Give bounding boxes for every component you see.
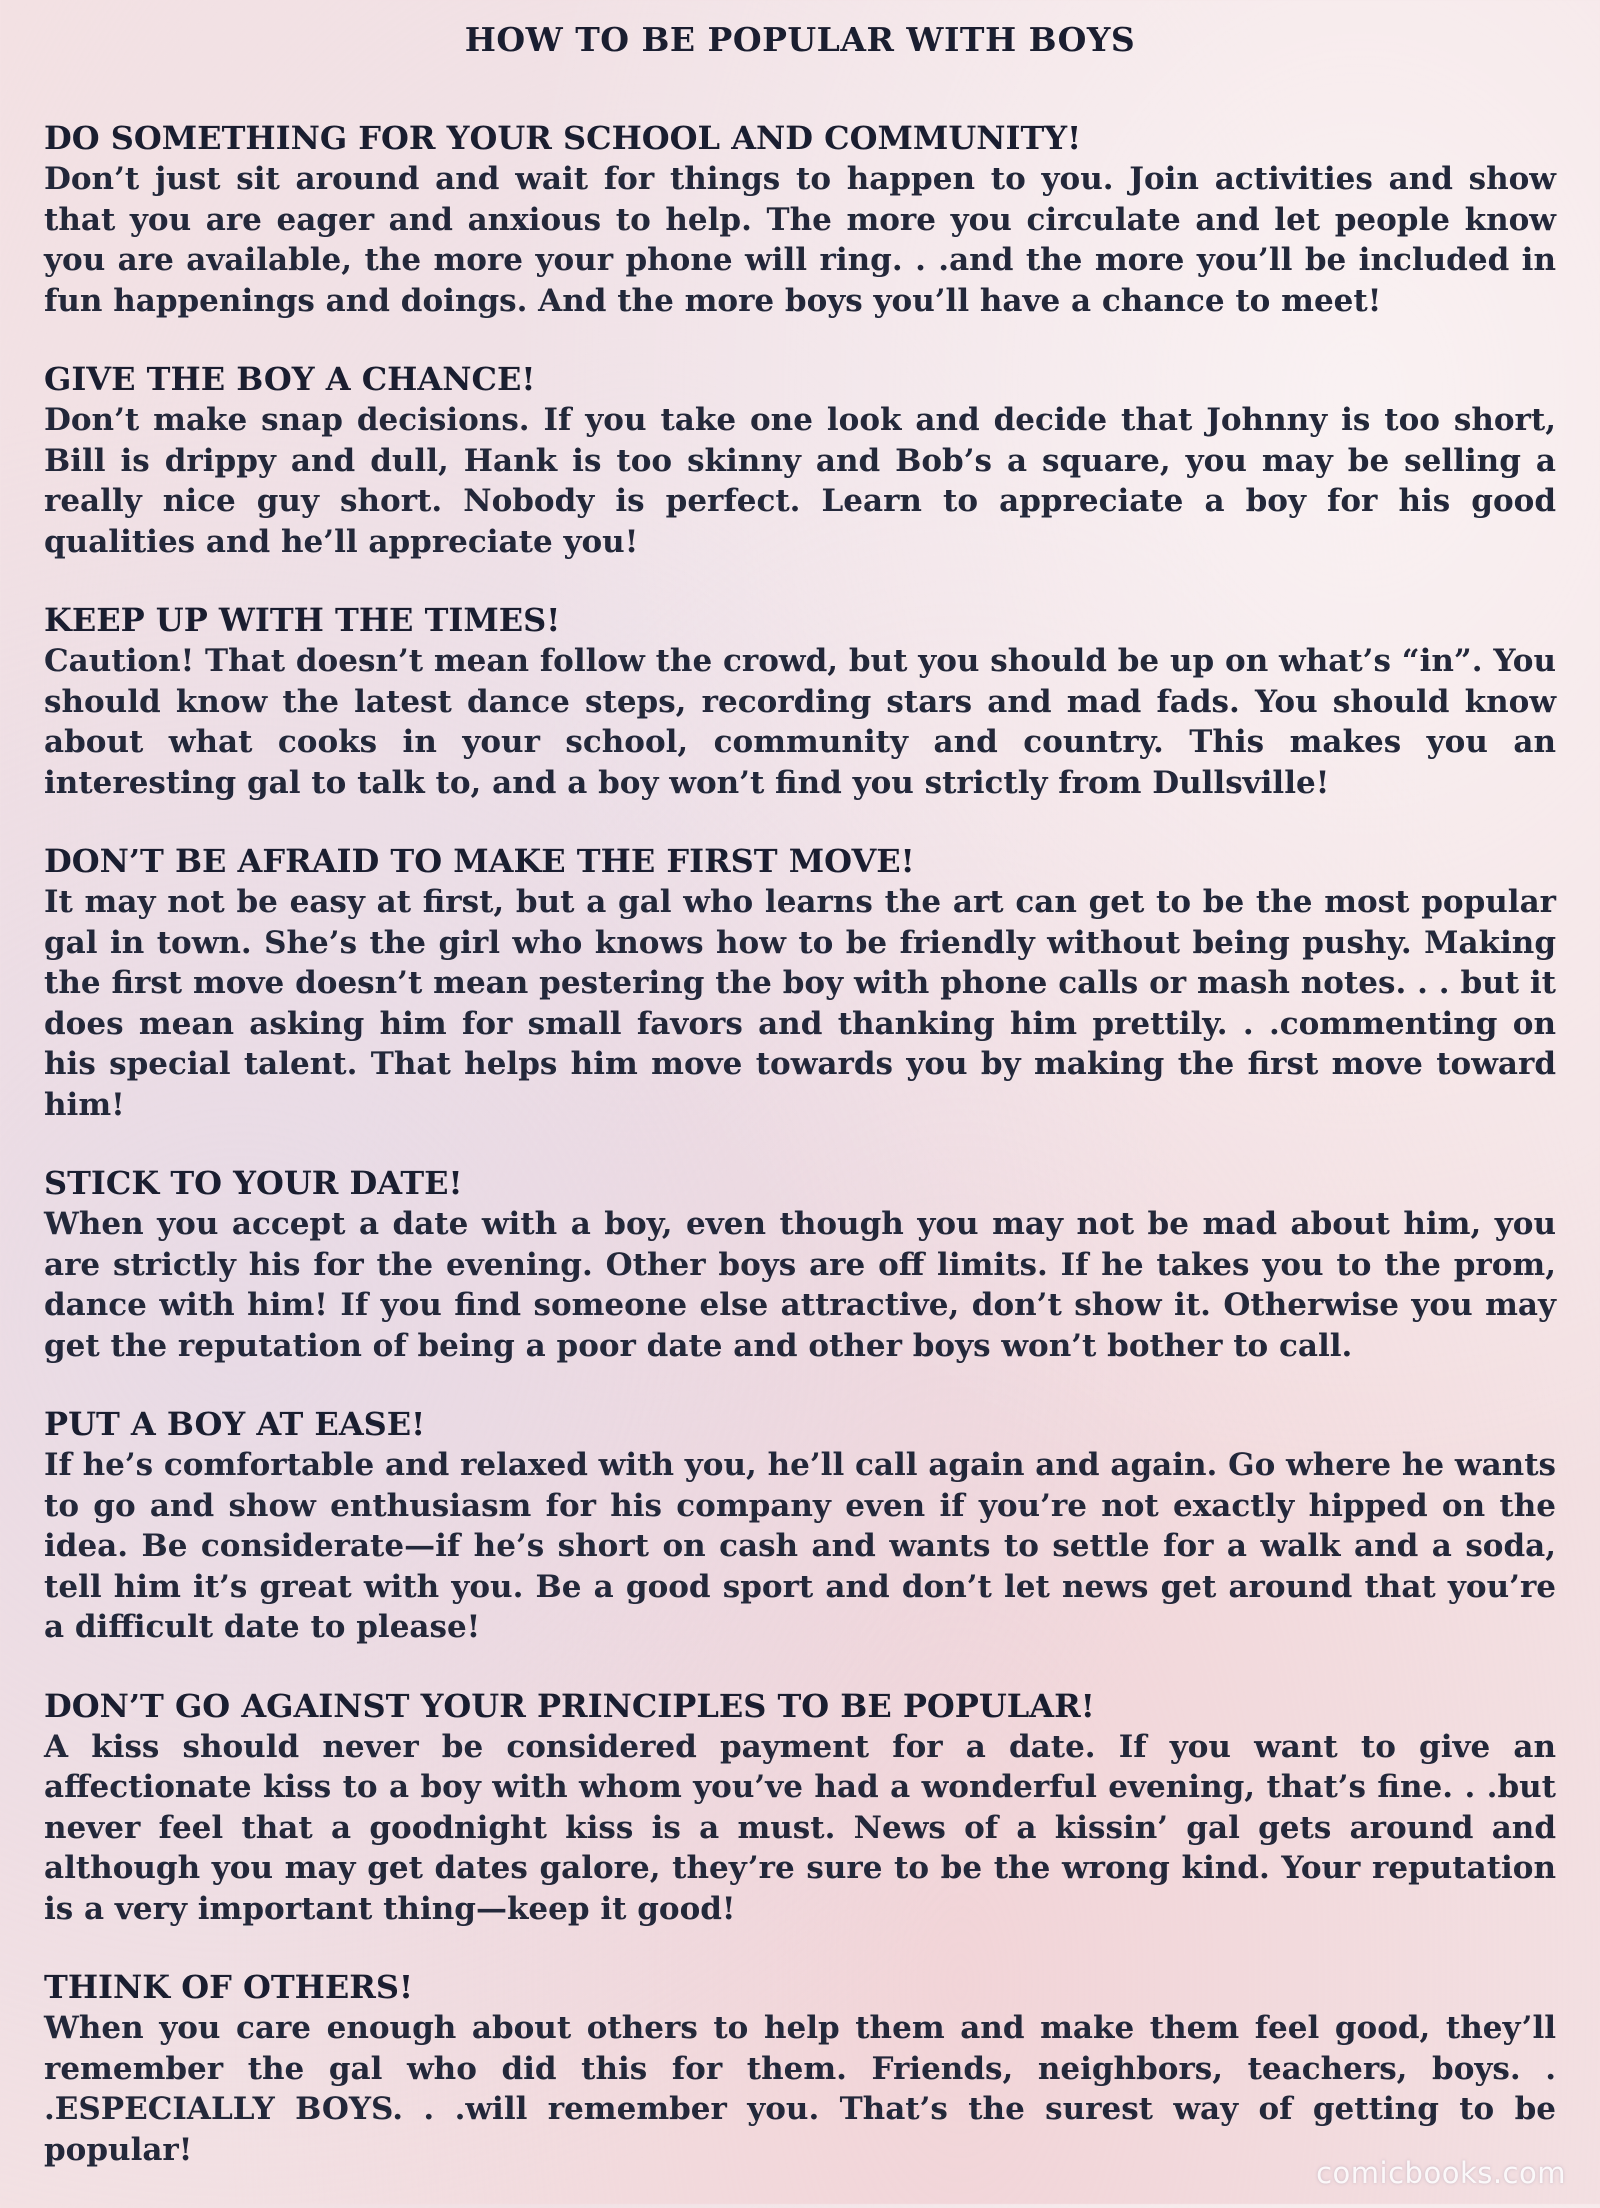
tip-body: Don’t just sit around and wait for things to happen to you. Join activities and show that you are eager and anxious to help. The more you circulate and let people know you are available, the more your phone will ring. . .and the more you’ll be included in fun happenings and doings. And the more boys you’ll have a chance to meet! <box>44 161 1556 319</box>
watermark: comicbooks.com <box>1316 2156 1566 2190</box>
page-title: HOW TO BE POPULAR WITH BOYS <box>464 20 1136 59</box>
tip-body: If he’s comfortable and relaxed with you, he’ll call again and again. Go where he wants to go and show enthusiasm for his company even if you’re not exactly hipped on the idea. Be considerate—if he’s short on cash and wants to settle for a walk and a soda, tell him it’s great with you. Be a good sport and don’t let news get around that you’re a difficult date to please! <box>44 1447 1556 1645</box>
tip-section <box>44 841 1556 1125</box>
tip-body: Caution! That doesn’t mean follow the crowd, but you should be up on what’s “in”. You should know the latest dance steps, recording stars and mad fads. You should know about what cooks in your school, community and country. This makes you an interesting gal to talk to, and a boy won’t find you strictly from Dullsville! <box>44 643 1556 801</box>
tip-heading: PUT A BOY AT EASE! <box>44 1405 426 1443</box>
tip-body: It may not be easy at first, but a gal who learns the art can get to be the most popular gal in town. She’s the girl who knows how to be friendly without being pushy. Making the first move doesn’t mean pestering the boy with phone calls or mash notes. . . but it does mean asking him for small favors and thanking him prettily. . .commenting on his special talent. That helps him move towards you by making the first move toward him! <box>44 884 1556 1123</box>
tip-heading: DON’T GO AGAINST YOUR PRINCIPLES TO BE POPULAR! <box>44 1686 1095 1725</box>
tip-heading: THINK OF OTHERS! <box>44 1968 414 2006</box>
tip-section <box>44 1404 1556 1648</box>
tip-heading: GIVE THE BOY A CHANCE! <box>44 360 536 398</box>
tip-section <box>44 600 1556 803</box>
tip-heading: DO SOMETHING FOR YOUR SCHOOL AND COMMUNITY! <box>44 119 1082 157</box>
tip-body: Don’t make snap decisions. If you take one look and decide that Johnny is too short, Bill is drippy and dull, Hank is too skinny and Bob’s a square, you may be selling a really nice guy short. Nobody is perfect. Learn to appreciate a boy for his good qualities and he’ll appreciate you! <box>44 402 1556 560</box>
tip-section <box>44 1163 1556 1366</box>
tip-section <box>44 359 1556 562</box>
tip-section <box>44 1686 1556 1930</box>
tip-heading: STICK TO YOUR DATE! <box>44 1164 463 1202</box>
tip-body: When you accept a date with a boy, even though you may not be mad about him, you are strictly his for the evening. Other boys are off limits. If he takes you to the prom, dance with him! If you find someone else attractive, don’t show it. Otherwise you may get the reputation of being a poor date and other boys won’t bother to call. <box>44 1206 1556 1364</box>
tip-heading: KEEP UP WITH THE TIMES! <box>44 601 561 639</box>
page <box>44 18 1556 2208</box>
tip-body: When you care enough about others to help them and make them feel good, they’ll remember the gal who did this for them. Friends, neighbors, teachers, boys. . .ESPECIALLY BOYS. . .will remember you. That’s the surest way of getting to be popular! <box>44 2010 1556 2168</box>
tip-heading: DON’T BE AFRAID TO MAKE THE FIRST MOVE! <box>44 842 915 880</box>
tip-body: A kiss should never be considered payment for a date. If you want to give an affectionate kiss to a boy with whom you’ve had a wonderful evening, that’s fine. . .but never feel that a goodnight kiss is a must. News of a kissin’ gal gets around and although you may get dates galore, they’re sure to be the wrong kind. Your reputation is a very important thing—keep it good! <box>44 1728 1556 1927</box>
tip-section <box>44 1967 1556 2170</box>
tip-section <box>44 118 1556 321</box>
